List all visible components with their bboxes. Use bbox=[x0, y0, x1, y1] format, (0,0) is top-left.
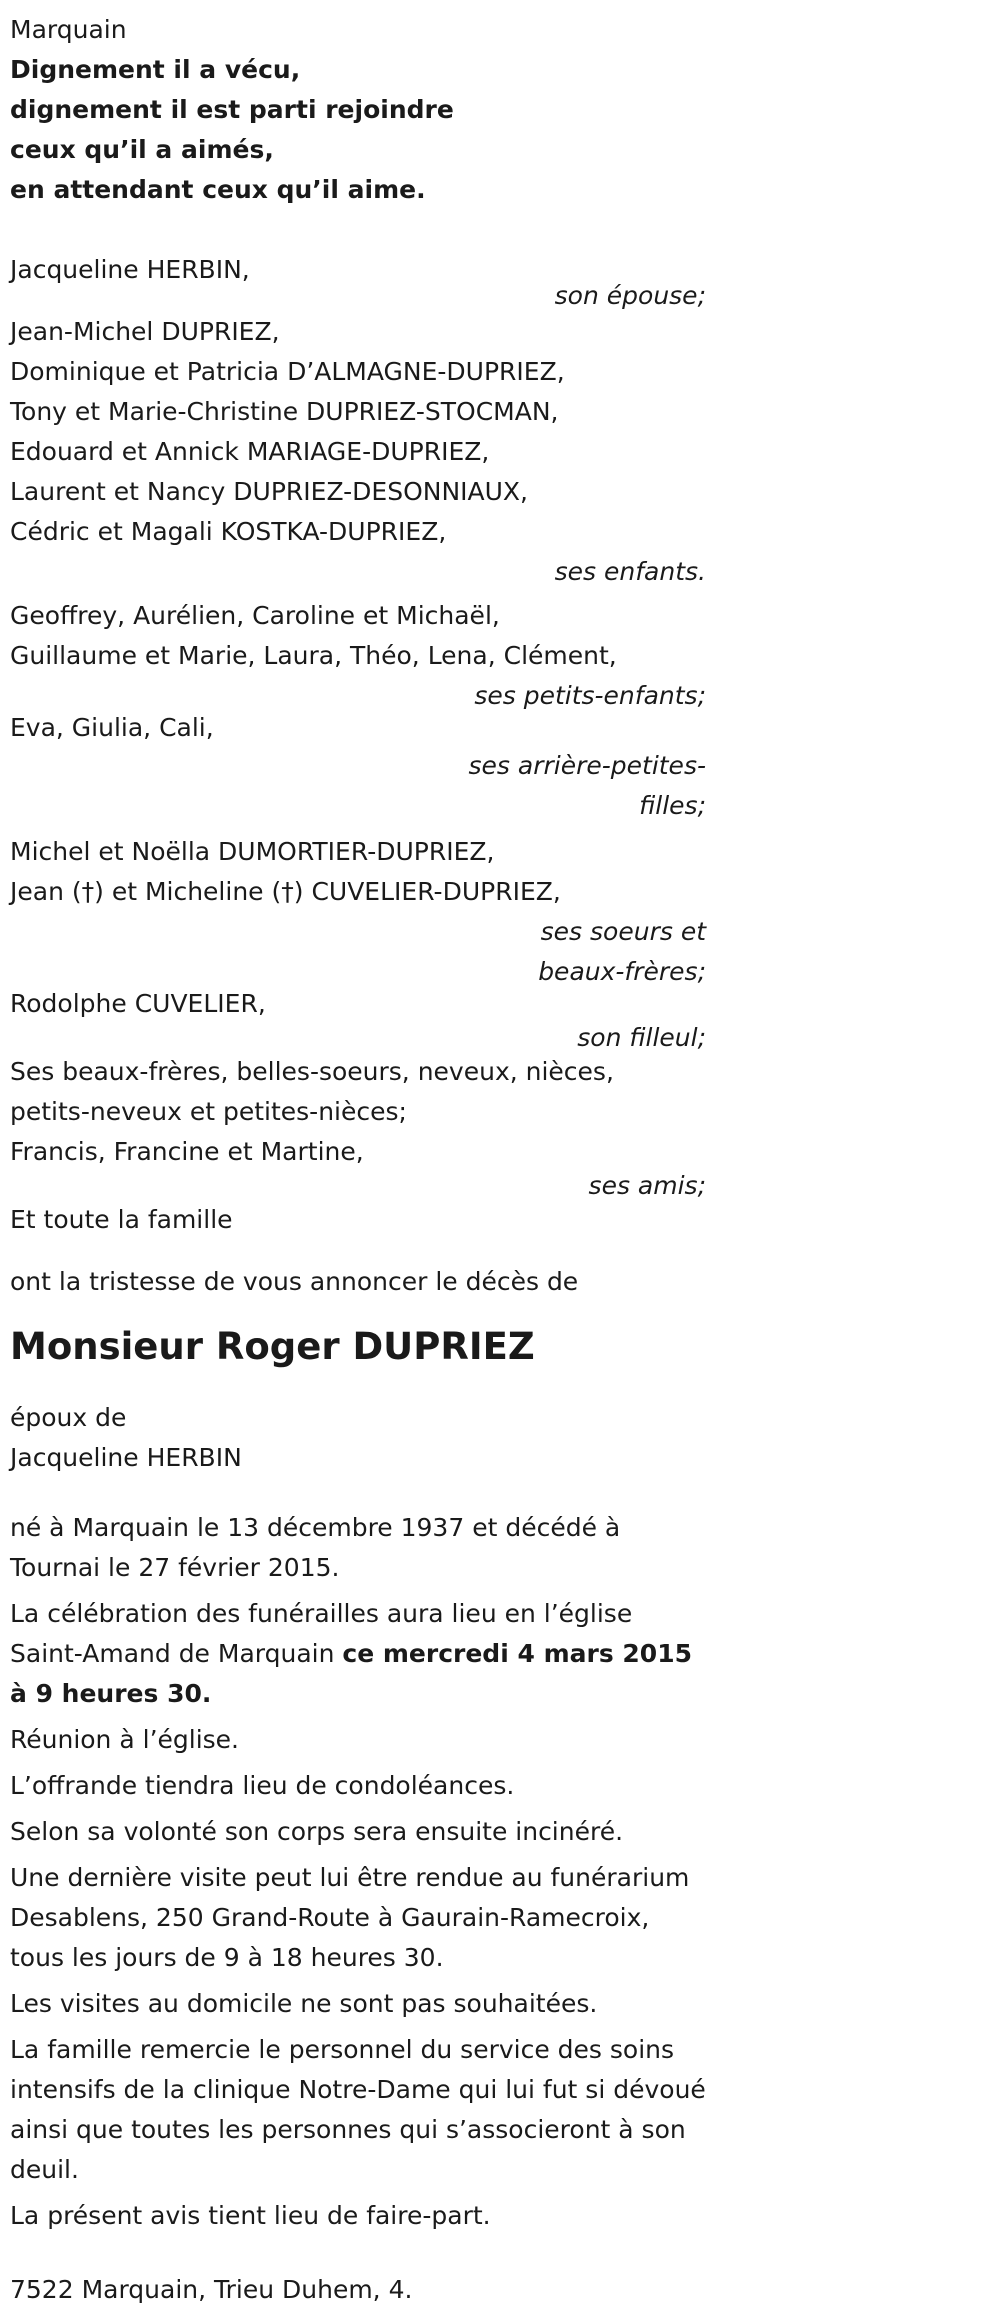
verse-line: dignement il est parti rejoindre bbox=[10, 95, 454, 124]
relation-label: ses arrière-petites- bbox=[468, 751, 706, 780]
announcement: ont la tristesse de vous annoncer le décès de bbox=[10, 1267, 579, 1296]
place-name: Marquain bbox=[10, 15, 127, 44]
funeral-date: ce mercredi 4 mars 2015 à 9 heures 30. bbox=[10, 1639, 692, 1708]
verse-line: Dignement il a vécu, bbox=[10, 55, 301, 84]
family-name: Rodolphe CUVELIER, bbox=[10, 989, 266, 1018]
relation-label: son filleul; bbox=[577, 1023, 706, 1052]
family-group-great-grandchildren bbox=[10, 708, 706, 826]
birth-death: né à Marquain le 13 décembre 1937 et décédé à Tournai le 27 février 2015. bbox=[10, 1513, 621, 1582]
family-name: petits-neveux et petites-nièces; bbox=[10, 1097, 407, 1126]
verse bbox=[10, 50, 706, 210]
family-name: Ses beaux-frères, belles-soeurs, neveux, nièces, bbox=[10, 1057, 614, 1086]
details bbox=[10, 1508, 706, 2236]
relation-label: beaux-frères; bbox=[538, 957, 706, 986]
family-name: Eva, Giulia, Cali, bbox=[10, 713, 214, 742]
family-name: Jean-Michel DUPRIEZ, bbox=[10, 317, 280, 346]
family-name: Jean (†) et Micheline (†) CUVELIER-DUPRIEZ, bbox=[10, 877, 561, 906]
funeral-place: La célébration des funérailles aura lieu en l’église Saint-Amand de Marquain bbox=[10, 1599, 633, 1668]
relation-label: ses petits-enfants; bbox=[474, 681, 706, 710]
cremation: Selon sa volonté son corps sera ensuite incinéré. bbox=[10, 1817, 624, 1846]
notice: La présent avis tient lieu de faire-part. bbox=[10, 2201, 491, 2230]
family-name: Michel et Noëlla DUMORTIER-DUPRIEZ, bbox=[10, 837, 495, 866]
relation-label: filles; bbox=[639, 791, 706, 820]
relation-label: ses amis; bbox=[588, 1171, 706, 1200]
family-group-grandchildren bbox=[10, 596, 706, 716]
offering: L’offrande tiendra lieu de condoléances. bbox=[10, 1771, 515, 1800]
family-group-siblings bbox=[10, 832, 706, 992]
relation-label: ses enfants. bbox=[554, 557, 706, 586]
relation-label: ses soeurs et bbox=[540, 917, 706, 946]
visit-info: Une dernière visite peut lui être rendue au funérarium Desablens, 250 Grand-Route à Gaurain-Ramecroix, tous les jours de 9 à 18 heures 30. bbox=[10, 1863, 690, 1972]
verse-line: en attendant ceux qu’il aime. bbox=[10, 175, 426, 204]
family-group-spouse bbox=[10, 250, 706, 316]
family-name: Geoffrey, Aurélien, Caroline et Michaël, bbox=[10, 601, 500, 630]
family-name: Jacqueline HERBIN, bbox=[10, 255, 250, 284]
family-name: Laurent et Nancy DUPRIEZ-DESONNIAUX, bbox=[10, 477, 528, 506]
family-name: Guillaume et Marie, Laura, Théo, Lena, Clément, bbox=[10, 641, 617, 670]
family-name: Dominique et Patricia D’ALMAGNE-DUPRIEZ, bbox=[10, 357, 565, 386]
family-group-children bbox=[10, 312, 706, 592]
deceased-name: Monsieur Roger DUPRIEZ bbox=[10, 1325, 535, 1368]
gathering: Réunion à l’église. bbox=[10, 1725, 240, 1754]
relation-label: son épouse; bbox=[554, 281, 706, 310]
family-group-godson bbox=[10, 984, 706, 1058]
funeral-info bbox=[10, 1594, 706, 1714]
no-home-visits: Les visites au domicile ne sont pas souhaitées. bbox=[10, 1989, 598, 2018]
family-name: Cédric et Magali KOSTKA-DUPRIEZ, bbox=[10, 517, 447, 546]
family-group-all bbox=[10, 1200, 706, 1240]
thanks: La famille remercie le personnel du service des soins intensifs de la clinique Notre-Dame qui lui fut si dévoué ainsi que toutes les personnes qui s’associeront à son deuil. bbox=[10, 2035, 706, 2184]
spouse-label: époux de bbox=[10, 1403, 127, 1432]
family-name: Edouard et Annick MARIAGE-DUPRIEZ, bbox=[10, 437, 490, 466]
family-name: Francis, Francine et Martine, bbox=[10, 1137, 364, 1166]
family-group-friends bbox=[10, 1052, 706, 1206]
family-name: Et toute la famille bbox=[10, 1205, 233, 1234]
address: 7522 Marquain, Trieu Duhem, 4. bbox=[10, 2275, 413, 2304]
family-name: Tony et Marie-Christine DUPRIEZ-STOCMAN, bbox=[10, 397, 559, 426]
verse-line: ceux qu’il a aimés, bbox=[10, 135, 274, 164]
spouse-name: Jacqueline HERBIN bbox=[10, 1443, 242, 1472]
